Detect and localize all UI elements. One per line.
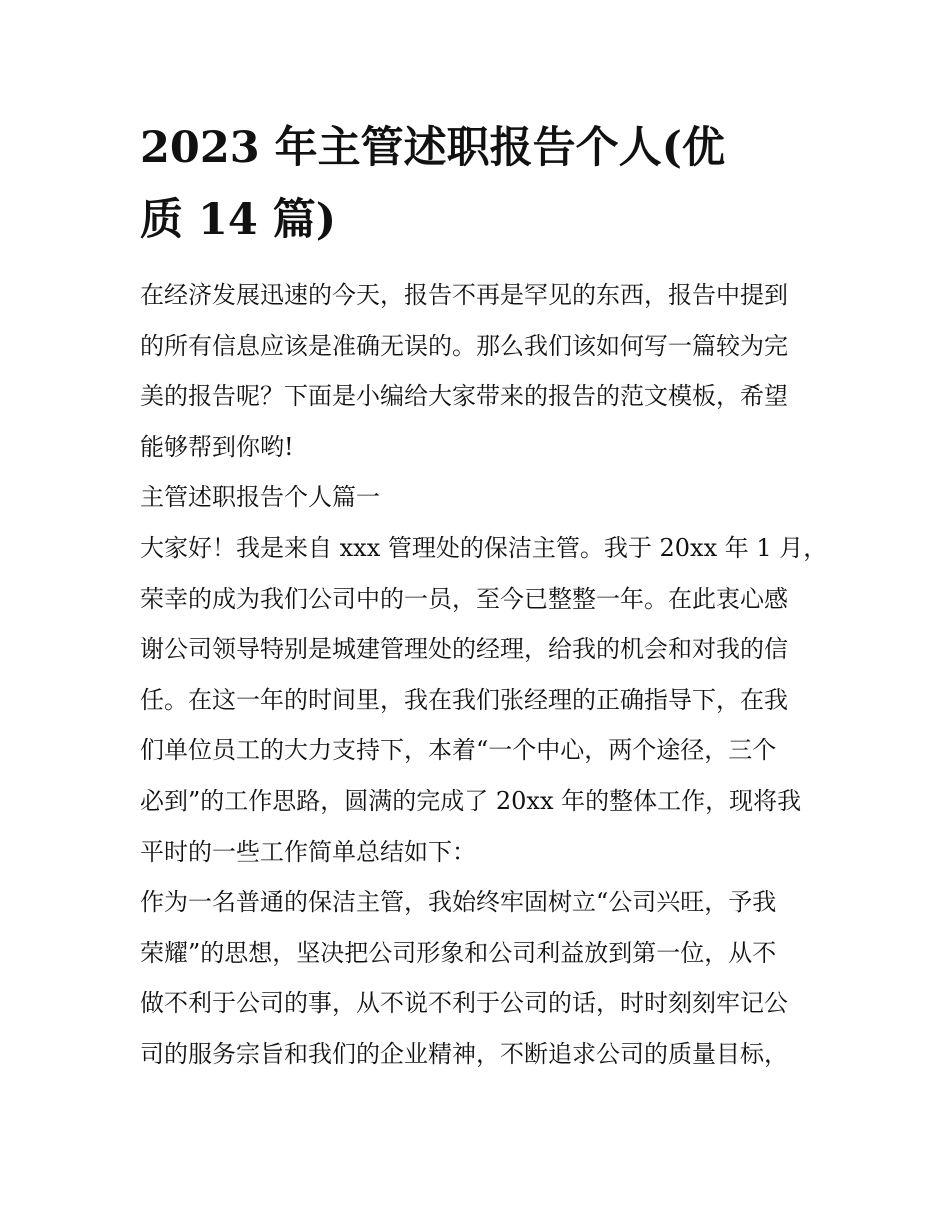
- text-line: 荣幸的成为我们公司中的一员，至今已整整一年。在此衷心感: [140, 584, 788, 613]
- text-line: 荣耀”的思想，坚决把公司形象和公司利益放到第一位，从不: [140, 938, 777, 967]
- text-line: 司的服务宗旨和我们的企业精神，不断追求公司的质量目标，: [140, 1039, 788, 1068]
- body-paragraph: [140, 877, 812, 1079]
- text-line: 美的报告呢？下面是小编给大家带来的报告的范文模板，希望: [140, 382, 788, 411]
- text-line: 的所有信息应该是准确无误的。那么我们该如何写一篇较为完: [140, 331, 788, 360]
- document-content: [140, 112, 828, 1080]
- text-line: 任。在这一年的时间里，我在我们张经理的正确指导下，在我: [140, 685, 788, 714]
- text-line: 作为一名普通的保洁主管，我始终牢固树立“公司兴旺，予我: [140, 888, 777, 917]
- document-title: [140, 112, 812, 256]
- text-line: 必到”的工作思路，圆满的完成了 20xx 年的整体工作，现将我: [140, 786, 802, 815]
- title-line: 2023 年主管述职报告个人(优: [140, 123, 725, 173]
- text-line: 主管述职报告个人篇一: [140, 483, 380, 512]
- document-body: [140, 270, 828, 1080]
- section-heading: [140, 472, 812, 523]
- body-paragraph: [140, 523, 828, 877]
- text-line: 做不利于公司的事，从不说不利于公司的话，时时刻刻牢记公: [140, 989, 788, 1018]
- title-line: 质 14 篇): [140, 195, 337, 245]
- text-line: 平时的一些工作简单总结如下：: [140, 837, 476, 866]
- text-line: 在经济发展迅速的今天，报告不再是罕见的东西，报告中提到: [140, 281, 788, 309]
- text-line: 大家好！我是来自 xxx 管理处的保洁主管。我于 20xx 年 1 月，: [140, 533, 828, 562]
- intro-paragraph: [140, 270, 812, 472]
- text-line: 谢公司领导特别是城建管理处的经理，给我的机会和对我的信: [140, 635, 788, 664]
- text-line: 能够帮到你哟!: [140, 432, 294, 461]
- text-line: 们单位员工的大力支持下，本着“一个中心，两个途径，三个: [140, 736, 777, 765]
